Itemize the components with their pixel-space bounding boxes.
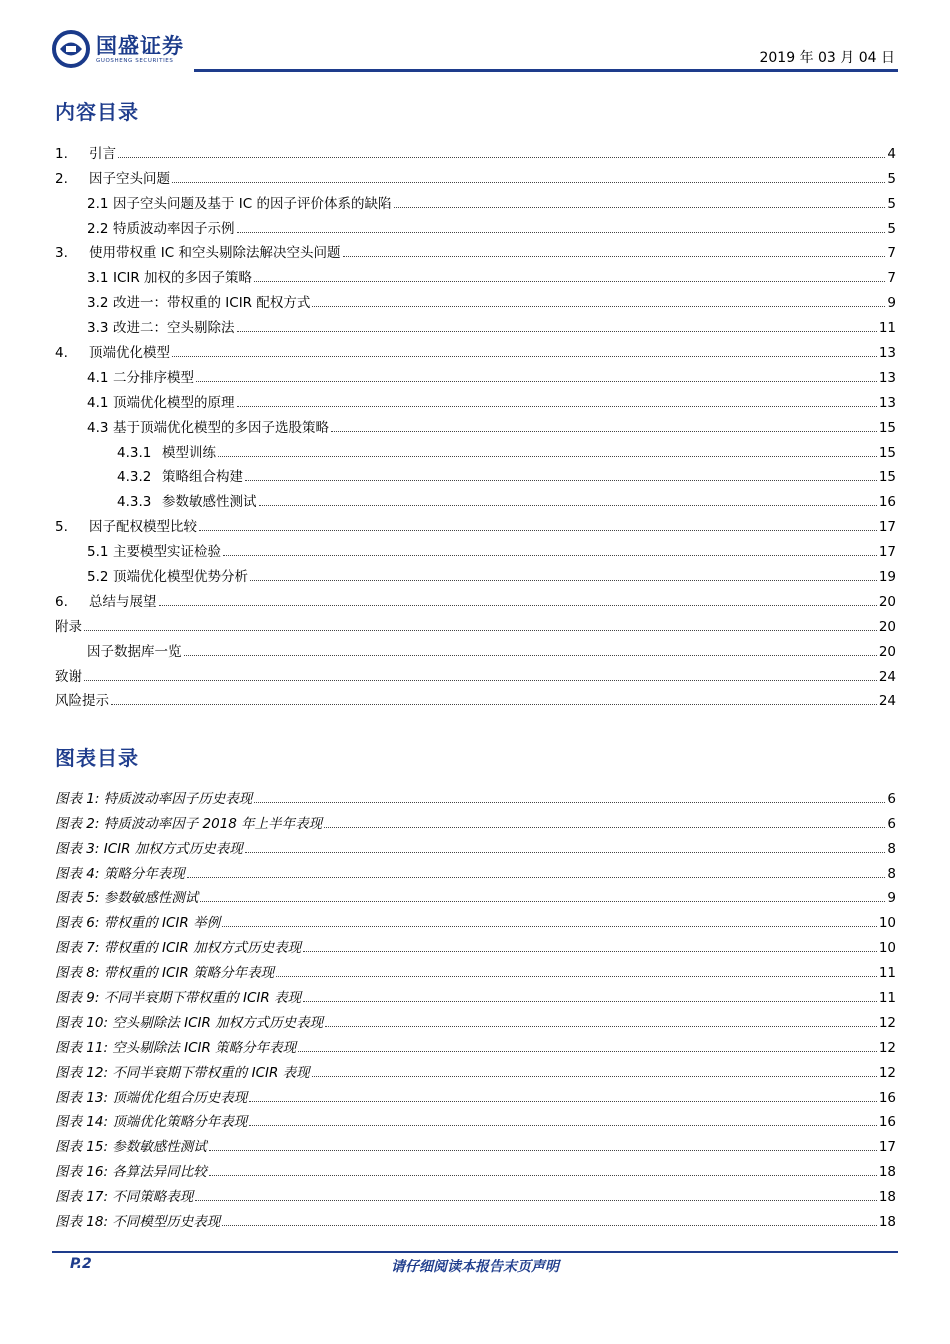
figure-entry[interactable]	[55, 1032, 896, 1057]
figure-entry[interactable]	[55, 1181, 896, 1206]
toc-entry-label: 顶端优化模型优势分析	[113, 569, 248, 586]
toc-entry-label: 顶端优化模型的原理	[113, 394, 235, 411]
dot-leader	[237, 331, 877, 332]
figure-entry-page: 10	[878, 915, 896, 932]
toc-entry[interactable]	[55, 536, 896, 561]
dot-leader	[276, 976, 877, 977]
toc-entry-number: 4.	[55, 345, 68, 362]
dot-leader	[254, 281, 885, 282]
toc-entry-number: 3.	[55, 245, 68, 262]
figure-entry[interactable]	[55, 833, 896, 858]
figure-entry-label: 图表 10: 空头剔除法 ICIR 加权方式历史表现	[55, 1014, 324, 1031]
toc-entry[interactable]	[55, 213, 896, 238]
figure-entry-label: 图表 11: 空头剔除法 ICIR 策略分年表现	[55, 1039, 297, 1056]
toc-entry-label: 附录	[55, 618, 82, 635]
toc-entry-label: 二分排序模型	[113, 369, 194, 386]
figure-entry-label: 图表 12: 不同半衰期下带权重的 ICIR 表现	[55, 1064, 310, 1081]
figure-entry-label: 图表 15: 参数敏感性测试	[55, 1139, 207, 1156]
figure-entry-label: 图表 8: 带权重的 ICIR 策略分年表现	[55, 965, 275, 982]
figure-entry-page: 11	[878, 965, 896, 982]
dot-leader	[237, 232, 886, 233]
toc-entry-page: 15	[878, 419, 896, 436]
toc-entry-number: 4.3.2	[117, 469, 152, 486]
toc-entry[interactable]	[55, 287, 896, 312]
toc-entry[interactable]	[55, 163, 896, 188]
toc-entry[interactable]	[55, 188, 896, 213]
toc-entry-number: 5.	[55, 519, 68, 536]
toc-entry-label: ICIR 加权的多因子策略	[113, 270, 253, 287]
figure-entry-page: 16	[878, 1089, 896, 1106]
dot-leader	[298, 1051, 877, 1052]
toc-entry-label: 改进二：空头剔除法	[113, 320, 235, 337]
figure-entry-page: 12	[878, 1039, 896, 1056]
figure-entry-page: 16	[878, 1114, 896, 1131]
toc-entry[interactable]	[55, 511, 896, 536]
figure-entry-page: 8	[887, 840, 896, 857]
figure-entry[interactable]	[55, 1131, 896, 1156]
page-number: P.2	[70, 1256, 92, 1272]
toc-entry[interactable]	[55, 636, 896, 661]
toc-entry-label: 改进一：带权重的 ICIR 配权方式	[113, 295, 311, 312]
dot-leader	[249, 1125, 877, 1126]
figure-entry-page: 11	[878, 990, 896, 1007]
dot-leader	[237, 406, 877, 407]
figure-entry-page: 12	[878, 1064, 896, 1081]
toc-entry[interactable]	[55, 686, 896, 711]
toc-entry-page: 11	[878, 320, 896, 337]
toc-entry-number: 3.2	[87, 295, 109, 312]
toc-entry-page: 5	[887, 170, 896, 187]
dot-leader	[249, 1101, 877, 1102]
toc-entry-label: 总结与展望	[89, 593, 157, 610]
figure-entry-page: 8	[887, 865, 896, 882]
figure-entry[interactable]	[55, 1007, 896, 1032]
dot-leader	[209, 1150, 877, 1151]
figure-entry-page: 6	[887, 790, 896, 807]
dot-leader	[172, 356, 877, 357]
brand-name: 国盛证券	[96, 34, 184, 58]
figure-entry[interactable]	[55, 1206, 896, 1231]
toc-entry[interactable]	[55, 412, 896, 437]
dot-leader	[259, 505, 877, 506]
dot-leader	[218, 456, 877, 457]
toc-entry[interactable]	[55, 586, 896, 611]
dot-leader	[209, 1175, 877, 1176]
toc-entry[interactable]	[55, 262, 896, 287]
toc-entry[interactable]	[55, 486, 896, 511]
figure-entry-label: 图表 18: 不同模型历史表现	[55, 1214, 221, 1231]
toc-entry-number: 3.3	[87, 320, 109, 337]
toc-title: 内容目录	[55, 100, 139, 124]
figure-entry-label: 图表 5: 参数敏感性测试	[55, 890, 199, 907]
dot-leader	[84, 630, 877, 631]
toc-entry-label: 特质波动率因子示例	[113, 220, 235, 237]
figure-entry-page: 17	[878, 1139, 896, 1156]
figure-entry-label: 图表 17: 不同策略表现	[55, 1189, 194, 1206]
toc-entry-number: 4.1	[87, 369, 109, 386]
toc-entry[interactable]	[55, 362, 896, 387]
dot-leader	[343, 256, 886, 257]
dot-leader	[324, 827, 885, 828]
toc-entry-number: 2.2	[87, 220, 109, 237]
toc-entry[interactable]	[55, 312, 896, 337]
dot-leader	[184, 655, 877, 656]
dot-leader	[303, 951, 877, 952]
toc-entry-page: 24	[878, 693, 896, 710]
brand-subtitle: GUOSHENG SECURITIES	[96, 58, 174, 64]
toc-entry-label: 因子数据库一览	[87, 643, 182, 660]
toc-entry-number: 5.2	[87, 569, 109, 586]
toc-entry-number: 4.3.1	[117, 444, 152, 461]
toc-entry-number: 6.	[55, 593, 68, 610]
dot-leader	[394, 207, 886, 208]
toc-entry[interactable]	[55, 462, 896, 487]
dot-leader	[84, 680, 877, 681]
toc-entry-label: 策略组合构建	[162, 469, 243, 486]
toc-entry-page: 7	[887, 245, 896, 262]
toc-entry[interactable]	[55, 387, 896, 412]
toc-entry[interactable]	[55, 611, 896, 636]
figure-entry[interactable]	[55, 957, 896, 982]
toc-entry-number: 2.1	[87, 195, 109, 212]
toc-entry-label: 因子配权模型比较	[89, 519, 197, 536]
figure-entry-page: 12	[878, 1014, 896, 1031]
figure-entry[interactable]	[55, 883, 896, 908]
dot-leader	[111, 704, 877, 705]
dot-leader	[187, 877, 886, 878]
figure-entry-page: 18	[878, 1214, 896, 1231]
dot-leader	[325, 1026, 877, 1027]
report-date: 2019 年 03 月 04 日	[759, 50, 895, 66]
figure-entry[interactable]	[55, 1156, 896, 1181]
toc-entry-page: 4	[887, 145, 896, 162]
toc-entry-page: 7	[887, 270, 896, 287]
toc-entry-number: 5.1	[87, 544, 109, 561]
header-divider	[194, 69, 898, 72]
toc-entry-page: 20	[878, 593, 896, 610]
dot-leader	[245, 852, 886, 853]
figure-entry-page: 6	[887, 815, 896, 832]
toc-entry[interactable]	[55, 238, 896, 263]
toc-entry-label: 使用带权重 IC 和空头剔除法解决空头问题	[89, 245, 341, 262]
toc-entry[interactable]	[55, 337, 896, 362]
toc-entry[interactable]	[55, 661, 896, 686]
toc-entry-label: 参数敏感性测试	[162, 494, 257, 511]
page-header	[0, 0, 950, 75]
figure-entry-label: 图表 13: 顶端优化组合历史表现	[55, 1089, 248, 1106]
dot-leader	[196, 381, 877, 382]
figure-entry-label: 图表 6: 带权重的 ICIR 举例	[55, 915, 221, 932]
toc-entry-number: 1.	[55, 145, 68, 162]
toc-entry-page: 17	[878, 519, 896, 536]
figure-entry[interactable]	[55, 1082, 896, 1107]
dot-leader	[331, 431, 877, 432]
figure-entry-page: 10	[878, 940, 896, 957]
figure-entry[interactable]	[55, 1107, 896, 1132]
toc-entry-number: 4.1	[87, 394, 109, 411]
toc-entry-label: 顶端优化模型	[89, 345, 170, 362]
dot-leader	[312, 1076, 877, 1077]
toc-entry[interactable]	[55, 561, 896, 586]
figure-entry-label: 图表 1: 特质波动率因子历史表现	[55, 790, 253, 807]
guosheng-logo-icon	[52, 30, 90, 68]
toc-entry-label: 主要模型实证检验	[113, 544, 221, 561]
dot-leader	[254, 802, 885, 803]
dot-leader	[245, 480, 877, 481]
toc-entry-label: 引言	[89, 145, 116, 162]
dot-leader	[200, 901, 885, 902]
footer-divider	[52, 1251, 898, 1253]
footer-disclaimer: 请仔细阅读本报告末页声明	[391, 1259, 559, 1275]
toc-entry-page: 5	[887, 220, 896, 237]
toc-entry-label: 因子空头问题	[89, 170, 170, 187]
figure-entry-label: 图表 16: 各算法异同比较	[55, 1164, 207, 1181]
figure-entry-label: 图表 7: 带权重的 ICIR 加权方式历史表现	[55, 940, 302, 957]
dot-leader	[159, 605, 877, 606]
figures-list	[55, 783, 896, 1231]
toc-entry-page: 17	[878, 544, 896, 561]
toc-entry-label: 模型训练	[162, 444, 216, 461]
toc-entry-page: 5	[887, 195, 896, 212]
dot-leader	[303, 1001, 877, 1002]
figure-entry[interactable]	[55, 932, 896, 957]
toc-entry-page: 15	[878, 444, 896, 461]
dot-leader	[222, 1225, 877, 1226]
toc-entry-page: 16	[878, 494, 896, 511]
dot-leader	[199, 530, 877, 531]
toc-entry-label: 因子空头问题及基于 IC 的因子评价体系的缺陷	[113, 195, 392, 212]
toc-entry-page: 24	[878, 668, 896, 685]
dot-leader	[222, 926, 877, 927]
toc-entry[interactable]	[55, 138, 896, 163]
toc-entry-page: 13	[878, 345, 896, 362]
toc-entry-page: 13	[878, 369, 896, 386]
figures-title: 图表目录	[55, 746, 139, 770]
toc-entry-page: 20	[878, 643, 896, 660]
contents-list	[55, 138, 896, 710]
toc-entry-label: 致谢	[55, 668, 82, 685]
figure-entry-page: 18	[878, 1189, 896, 1206]
dot-leader	[118, 157, 885, 158]
figure-entry[interactable]	[55, 1057, 896, 1082]
figure-entry[interactable]	[55, 982, 896, 1007]
figure-entry[interactable]	[55, 783, 896, 808]
figure-entry[interactable]	[55, 907, 896, 932]
toc-entry-number: 4.3	[87, 419, 109, 436]
figure-entry-label: 图表 2: 特质波动率因子 2018 年上半年表现	[55, 815, 323, 832]
toc-entry[interactable]	[55, 437, 896, 462]
toc-entry-page: 13	[878, 394, 896, 411]
toc-entry-label: 基于顶端优化模型的多因子选股策略	[113, 419, 329, 436]
toc-entry-number: 3.1	[87, 270, 109, 287]
toc-entry-page: 9	[887, 295, 896, 312]
figure-entry-label: 图表 3: ICIR 加权方式历史表现	[55, 840, 243, 857]
figure-entry-page: 18	[878, 1164, 896, 1181]
toc-entry-number: 4.3.3	[117, 494, 152, 511]
dot-leader	[250, 580, 877, 581]
figure-entry-label: 图表 4: 策略分年表现	[55, 865, 185, 882]
toc-entry-page: 15	[878, 469, 896, 486]
dot-leader	[312, 306, 885, 307]
figure-entry[interactable]	[55, 858, 896, 883]
figure-entry[interactable]	[55, 808, 896, 833]
toc-entry-label: 风险提示	[55, 693, 109, 710]
dot-leader	[195, 1200, 877, 1201]
toc-entry-number: 2.	[55, 170, 68, 187]
toc-entry-page: 19	[878, 569, 896, 586]
figure-entry-label: 图表 14: 顶端优化策略分年表现	[55, 1114, 248, 1131]
toc-entry-page: 20	[878, 618, 896, 635]
figure-entry-label: 图表 9: 不同半衰期下带权重的 ICIR 表现	[55, 990, 302, 1007]
dot-leader	[223, 555, 877, 556]
figure-entry-page: 9	[887, 890, 896, 907]
dot-leader	[172, 182, 885, 183]
